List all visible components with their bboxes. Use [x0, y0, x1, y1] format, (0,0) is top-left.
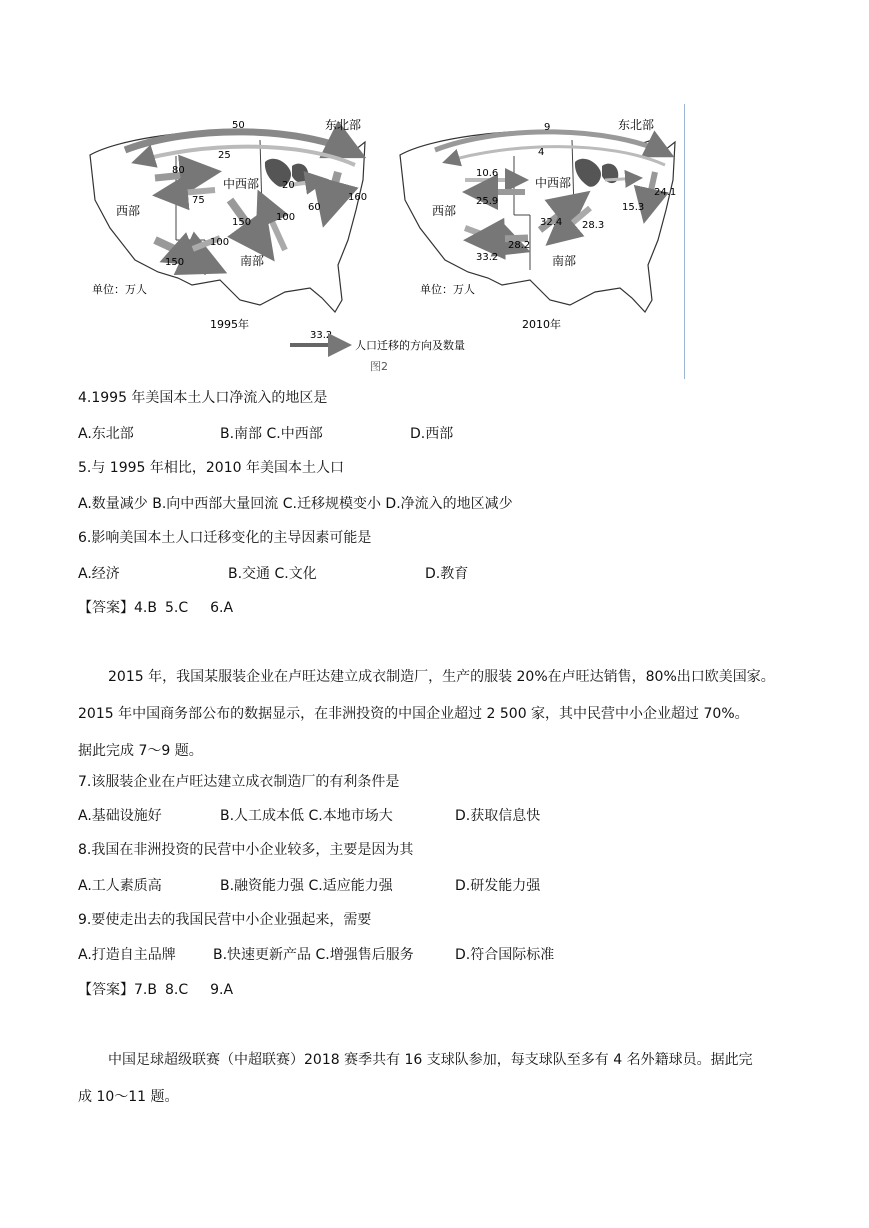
- q9-option-d: D.符合国际标准: [455, 947, 555, 963]
- passage-2: 2015 年，我国某服装企业在卢旺达建立成衣制造厂，生产的服装 20%在卢旺达销售，80%出口欧美国家。 2015 年中国商务部公布的数据显示，在非洲投资的中国企业超过 2 500 家，其中民营中小企业超过 70%。 据此完成 7～9 题。: [78, 669, 775, 759]
- svg-text:28.3: 28.3: [582, 220, 605, 231]
- year-label-2010: 2010年: [522, 318, 561, 331]
- passage-3: 中国足球超级联赛（中超联赛）2018 赛季共有 16 支球队参加，每支球队至多有 4 名外籍球员。据此完 成 10～11 题。: [78, 1052, 753, 1105]
- year-label-1995: 1995年: [210, 318, 249, 331]
- svg-text:150: 150: [232, 217, 252, 228]
- svg-text:32.4: 32.4: [540, 217, 563, 228]
- svg-text:28.2: 28.2: [508, 240, 531, 251]
- svg-text:33.2: 33.2: [476, 252, 499, 263]
- migration-map-figure: [80, 100, 690, 385]
- svg-text:100: 100: [276, 212, 296, 223]
- question-6-stem: 6.影响美国本土人口迁移变化的主导因素可能是: [78, 530, 372, 546]
- legend-label: 人口迁移的方向及数量: [355, 339, 465, 352]
- unit-label-2010: 单位：万人: [420, 283, 475, 296]
- question-9-stem: 9.要使走出去的我国民营中小企业强起来，需要: [78, 912, 372, 928]
- svg-text:15.3: 15.3: [622, 202, 645, 213]
- question-8-stem: 8.我国在非洲投资的民营中小企业较多，主要是因为其: [78, 842, 414, 858]
- q4-option-d: D.西部: [410, 426, 454, 442]
- q7-option-bc: B.人工成本低 C.本地市场大: [220, 808, 393, 824]
- q9-option-bc: B.快速更新产品 C.增强售后服务: [213, 947, 414, 963]
- q8-option-d: D.研发能力强: [455, 878, 541, 894]
- map-1995: [90, 118, 367, 331]
- q9-option-a: A.打造自主品牌: [78, 947, 176, 963]
- answer-block-1: 【答案】4.B 5.C 6.A: [78, 600, 234, 616]
- region-midwest-1995: 中西部: [223, 177, 260, 191]
- q4-option-bc: B.南部 C.中西部: [220, 426, 323, 442]
- svg-text:150: 150: [165, 257, 185, 268]
- svg-text:25: 25: [218, 150, 231, 161]
- region-northeast-1995: 东北部: [325, 118, 362, 132]
- migration-maps: [80, 100, 690, 385]
- svg-text:100: 100: [210, 237, 230, 248]
- svg-text:25.9: 25.9: [476, 196, 499, 207]
- figure-caption: 图2: [370, 360, 388, 373]
- question-4-stem: 4.1995 年美国本土人口净流入的地区是: [78, 390, 328, 406]
- svg-text:24.1: 24.1: [654, 187, 677, 198]
- q7-option-a: A.基础设施好: [78, 808, 162, 824]
- q6-option-a: A.经济: [78, 566, 120, 582]
- region-south-2010: 南部: [552, 254, 577, 268]
- q7-option-d: D.获取信息快: [455, 808, 541, 824]
- question-7-stem: 7.该服装企业在卢旺达建立成衣制造厂的有利条件是: [78, 774, 400, 790]
- svg-text:60: 60: [308, 202, 321, 213]
- q6-option-d: D.教育: [425, 566, 469, 582]
- svg-text:4: 4: [538, 147, 545, 158]
- region-south-1995: 南部: [240, 254, 265, 268]
- svg-text:20: 20: [282, 180, 295, 191]
- answer-block-2: 【答案】7.B 8.C 9.A: [78, 982, 234, 998]
- svg-text:10.6: 10.6: [476, 168, 499, 179]
- region-midwest-2010: 中西部: [535, 176, 572, 190]
- q8-option-bc: B.融资能力强 C.适应能力强: [220, 878, 393, 894]
- question-5-stem: 5.与 1995 年相比，2010 年美国本土人口: [78, 460, 344, 476]
- q6-option-bc: B.交通 C.文化: [228, 566, 317, 582]
- svg-text:160: 160: [348, 192, 368, 203]
- figure-border-line: [684, 104, 685, 379]
- region-west-1995: 西部: [116, 204, 141, 218]
- q8-option-a: A.工人素质高: [78, 878, 162, 894]
- svg-text:50: 50: [232, 120, 245, 131]
- svg-text:80: 80: [172, 165, 185, 176]
- q5-options: A.数量减少 B.向中西部大量回流 C.迁移规模变小 D.净流入的地区减少: [78, 496, 513, 512]
- figure-legend: [290, 330, 465, 352]
- svg-text:75: 75: [192, 195, 205, 206]
- legend-value: 33.2: [310, 330, 333, 341]
- unit-label-1995: 单位：万人: [92, 283, 147, 296]
- map-2010: [400, 118, 676, 331]
- svg-text:9: 9: [544, 122, 551, 133]
- q4-option-a: A.东北部: [78, 426, 134, 442]
- region-northeast-2010: 东北部: [618, 118, 655, 132]
- region-west-2010: 西部: [432, 204, 457, 218]
